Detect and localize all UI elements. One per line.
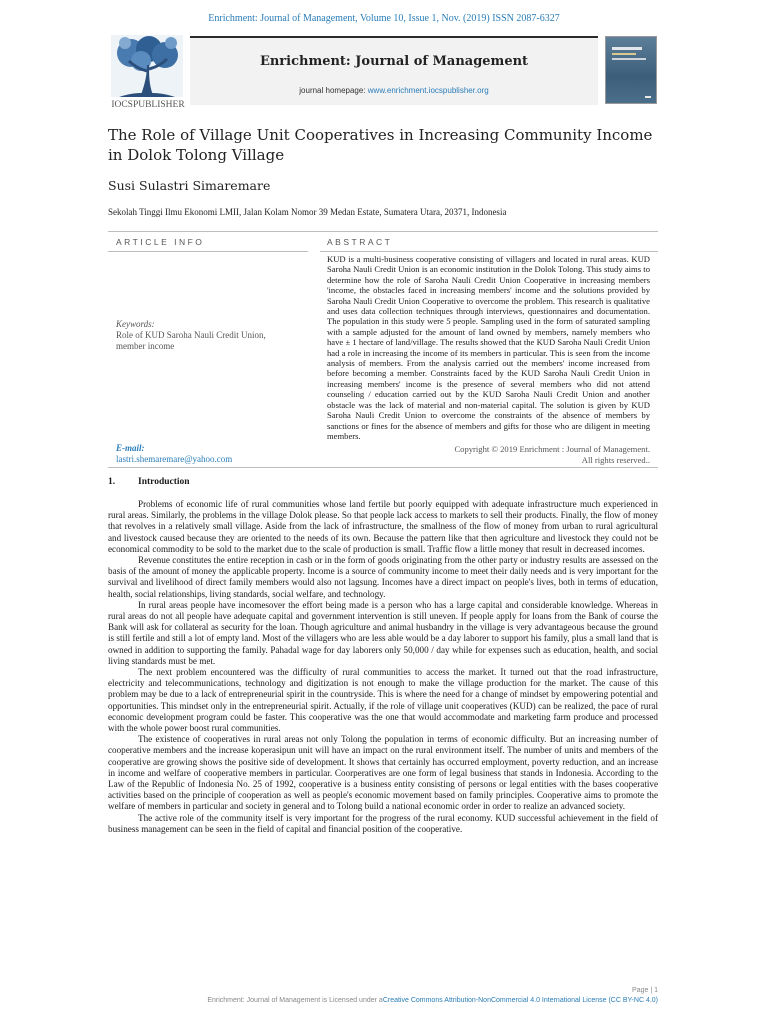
homepage-label: journal homepage: <box>299 86 366 95</box>
section-bottom-rule <box>108 467 658 468</box>
license-prefix: Enrichment: Journal of Management is Licensed under a <box>207 997 383 1004</box>
tree-logo-icon <box>111 35 183 97</box>
homepage-link[interactable]: www.enrichment.iocspublisher.org <box>367 86 489 95</box>
license-link[interactable]: Creative Commons Attribution-NonCommercial 4.0 International License (CC BY-NC 4.0) <box>382 997 658 1004</box>
copyright-notice <box>400 444 650 466</box>
introduction-body <box>108 499 658 835</box>
keywords-text: Role of KUD Saroha Nauli Credit Union, member income <box>116 330 266 351</box>
keywords-label: Keywords: <box>116 319 155 329</box>
abstract-text: KUD is a multi-business cooperative consisting of villagers and located in rural areas. KUD Saroha Nauli Credit Union is an economic institution in the Dolok Tolong. This study aims to determine how the role of Saroha Nauli Credit Union Cooperative in increasing members 'income, the obstacles faced in increasing members' income and the solutions provided by Saroha Nauli Credit Union Cooperative to overcome the problem. This research is qualitative and uses data collection techniques through interviews, questionnaires and documentation. The population in this study were 5 people. Sampling used in the form of saturated sampling with a sample adjusted for the amount of land owned by members, namely members who have ± 1 hectare of land/village. The results showed that the KUD Saroha Nauli Credit Union had a role in increasing the income of its members in particular. This is seen from the income analysis of members. From the analysis carried out the members' income increased from before becoming a member. Constraints faced by the KUD Saroha Nauli Credit Union in increasing members' income is the presence of several members who did not attend counseling / education carried out by the KUD Saroha Nauli Credit Union and another obstacle was the lack of material and non-material capital. The solution is given by KUD Saroha Nauli Credit Union to overcome the constraints of the absence of members by sanctions or fines for the absence of members and gifts for those who are diligent in meeting members. <box>327 254 650 441</box>
article-info-rule <box>108 251 308 252</box>
author-email[interactable]: lastri.shemaremare@yahoo.com <box>116 454 233 464</box>
paragraph: Problems of economic life of rural communities whose land fertile but poorly equipped with adequate infrastructure much experienced in rural areas. Similarly, the problems in the village Dolok please. So that people lack access to markets to sell their products. Finally, the flow of money that revolves in a relatively small village. Aside from the lack of infrastructure, the smallness of the flow of money from urban to rural agricultural and livestock caused because they are oriented to the needs of its own. Because the pattern like that then agriculture and livestock they could not be economical commodity to be sold to the market due to the scale of production is small. Traffic flow a little money that result in decreased incomes. <box>108 499 658 554</box>
paragraph: In rural areas people have incomesover the effort being made is a person who has a large capital and considerable knowledge. Whereas in rural areas do not all people have adequate capital and government intervention is still uneven. If people apply for loans from the Bank of course the Bank will ask for collateral as security for the loan. Though agriculture and animal husbandry in the village is very advantageous because the ground is still fertile and still a lot of empty land. Most of the villagers who are less able would be a day laborer to support his family, plus a small land that is owned in addition to supporting the family. Pahadal wage for day laborers only 50,000 / day while for expenses such as education, health, and social living standards must be met. <box>108 599 658 666</box>
paragraph: Revenue constitutes the entire reception in cash or in the form of goods originating from the other party or industry results are assessed on the basis of the amount of money the applicable property. Income is a source of community income to meet their daily needs and is very important for the survival and livelihood of direct family members would also not lagsung. Incomes have a direct impact on people's lives, both in terms of education, health, social relationships, living standards, social welfare, and technology. <box>108 555 658 599</box>
paragraph: The next problem encountered was the difficulty of rural communities to access the market. It turned out that the road infrastructure, electricity and telecommunications, technology and digitization is not enough to make the village production for the market. The cause of this problem may be due to a lack of entrepreneurial spirit in the countryside. This is where the need for a change of mindset by empowering potential and opportunities. This mindset only in the entrepreneurial spirit. Actually, if the role of village unit cooperatives (KUD) can be realized, the pace of rural economic development program could be faster. This cooperative was the one that would accommodate and marketing farm produce and processed with the whole power boost rural communities. <box>108 667 658 734</box>
journal-homepage <box>190 86 598 95</box>
rights-line: All rights reserved.. <box>581 455 650 465</box>
introduction-heading <box>108 477 190 487</box>
paragraph: The existence of cooperatives in rural areas not only Tolong the population in terms of economic difficulty. But an increasing number of cooperative members and the increase koperasipun unit will have an impact on the rural environment itself. The number of units and members of the cooperative are growing shows the positive side of development. It shows that certainly has occurred employment, poverty reduction, and an increase in income and welfare of cooperative members in particular. Coorperatives are one form of legal business that stands in Indonesia. According to the Law of the Republic of Indonesia No. 25 of 1992, cooperative is a business entity consisting of persons or legal entities with the bases cooperative activities based on the principle of cooperation as well as people's economic movement based on family principles. Cooperative aims to promote the welfare of members in particular and society in general and to Tolong build a national economic order in order to realize an advanced society. <box>108 734 658 812</box>
publisher-logo <box>111 35 183 97</box>
article-title: The Role of Village Unit Cooperatives in Increasing Community Income in Dolok Tolong Village <box>108 126 653 164</box>
email-label: E-mail: <box>116 443 145 453</box>
section-title: Introduction <box>138 477 190 487</box>
section-number: 1. <box>108 477 116 487</box>
abstract-rule <box>320 251 658 252</box>
journal-name: Enrichment: Journal of Management <box>259 54 529 69</box>
page-number: Page | 1 <box>632 987 658 994</box>
journal-cover-thumbnail <box>605 36 657 104</box>
copyright-line: Copyright © 2019 Enrichment : Journal of Management. <box>454 444 650 454</box>
abstract-heading: ABSTRACT <box>327 237 393 247</box>
author-name: Susi Sulastri Simaremare <box>108 178 271 193</box>
journal-citation: Enrichment: Journal of Management, Volume 10, Issue 1, Nov. (2019) ISSN 2087-6327 <box>208 13 560 24</box>
author-affiliation: Sekolah Tinggi Ilmu Ekonomi LMII, Jalan Kolam Nomor 39 Medan Estate, Sumatera Utara, 20371, Indonesia <box>108 207 507 217</box>
license-footer <box>108 997 658 1004</box>
article-info-heading: ARTICLE INFO <box>116 237 205 247</box>
publisher-logo-text: IOCSPUBLISHER <box>111 100 185 110</box>
section-top-rule <box>108 231 658 232</box>
paragraph: The active role of the community itself is very important for the progress of the rural economy. KUD successful achievement in the field of business management can be seen in the field of capital and financial position of the cooperative. <box>108 812 658 834</box>
